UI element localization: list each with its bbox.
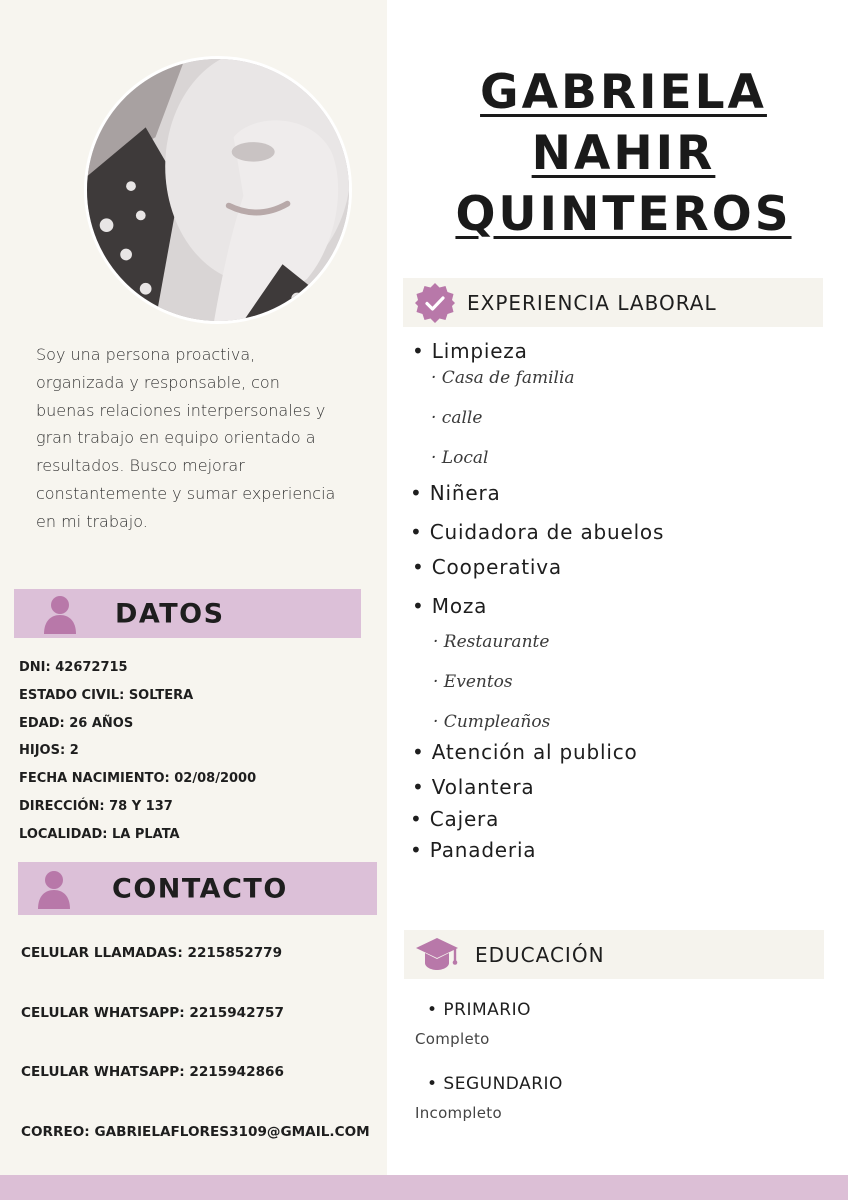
datos-item: EDAD: 26 AÑOS — [19, 715, 134, 731]
educacion-section-header — [404, 930, 824, 979]
name-line: QUINTEROS — [455, 187, 792, 242]
education-status: Incompleto — [415, 1104, 502, 1122]
experience-item: • Atención al publico — [412, 740, 638, 764]
datos-item: DNI: 42672715 — [19, 660, 128, 675]
datos-item: FECHA NACIMIENTO: 02/08/2000 — [19, 771, 257, 787]
contact-item: CELULAR WHATSAPP: 2215942866 — [21, 1064, 284, 1080]
experience-subitem: · Cumpleaños — [433, 712, 551, 732]
experience-item: • Limpieza — [412, 339, 528, 363]
education-level: • SEGUNDARIO — [427, 1074, 563, 1094]
full-name — [400, 62, 847, 245]
datos-title: DATOS — [115, 598, 225, 629]
education-level: • PRIMARIO — [427, 1000, 532, 1020]
datos-list — [19, 657, 256, 852]
experience-subitem: · calle — [431, 408, 483, 428]
name-line: GABRIELA — [480, 65, 767, 120]
datos-item: ESTADO CIVIL: SOLTERA — [19, 687, 194, 703]
verified-badge-icon — [414, 282, 456, 324]
experience-item: • Cuidadora de abuelos — [410, 520, 665, 544]
contact-item: CELULAR WHATSAPP: 2215942757 — [21, 1004, 284, 1021]
graduation-cap-icon — [415, 936, 459, 972]
experience-subitem: · Local — [431, 448, 489, 468]
datos-item: HIJOS: 2 — [19, 743, 79, 759]
experience-item: • Cajera — [410, 807, 500, 831]
datos-item: LOCALIDAD: LA PLATA — [19, 826, 180, 842]
datos-section-header — [14, 589, 361, 638]
contacto-section-header — [18, 862, 377, 915]
person-icon — [37, 869, 71, 909]
education-status: Completo — [415, 1030, 490, 1048]
experience-item: • Cooperativa — [412, 555, 562, 579]
experience-item: • Moza — [412, 594, 488, 618]
experience-subitem: · Eventos — [433, 672, 513, 692]
experience-item: • Niñera — [410, 481, 501, 505]
contact-list — [21, 941, 370, 1179]
contacto-title: CONTACTO — [112, 873, 288, 904]
experience-item: • Panaderia — [410, 838, 537, 862]
experience-subitem: · Casa de familia — [431, 368, 575, 388]
contact-item: CORREO: GABRIELAFLORES3109@GMAIL.COM — [21, 1123, 370, 1140]
contact-item: CELULAR LLAMADAS: 2215852779 — [21, 945, 283, 961]
person-icon — [43, 594, 77, 634]
profile-photo-illustration — [87, 59, 349, 321]
experience-subitem: · Restaurante — [433, 632, 550, 652]
datos-item: DIRECCIÓN: 78 Y 137 — [19, 798, 173, 814]
experience-item: • Volantera — [412, 775, 535, 799]
experiencia-title: EXPERIENCIA LABORAL — [467, 290, 717, 315]
name-line: NAHIR — [531, 126, 716, 181]
educacion-title: EDUCACIÓN — [475, 942, 605, 967]
profile-photo — [84, 56, 352, 324]
profile-summary: Soy una persona proactiva, organizada y responsable, con buenas relaciones interpersonales y gran trabajo en equipo orientado a resultados. Busco mejorar constantemente y sumar experiencia en mi trabajo. — [36, 345, 336, 531]
experiencia-section-header — [403, 278, 823, 327]
